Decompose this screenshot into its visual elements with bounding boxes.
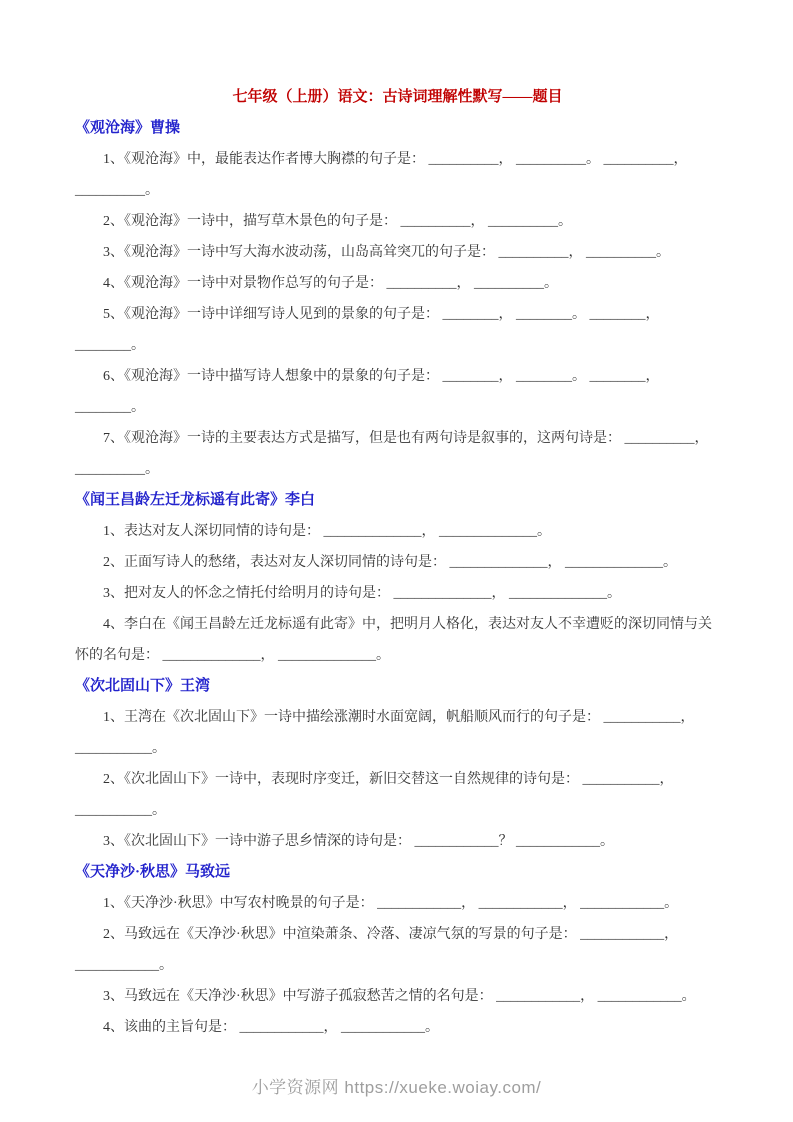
question: 4、《观沧海》一诗中对景物作总写的句子是： __________， __________。 — [103, 276, 558, 291]
question: 5、《观沧海》一诗中详细写诗人见到的景象的句子是： ________， ________。 ________， ________。 — [75, 307, 660, 353]
footer-watermark: 小学资源网 https://xueke.woiay.com/ — [251, 1078, 542, 1097]
question: 4、李白在《闻王昌龄左迁龙标遥有此寄》中，把明月人格化，表达对友人不幸遭贬的深切同情与关怀的名句是： ______________， ______________。 — [75, 617, 712, 663]
section-tianjingsha — [75, 857, 720, 1043]
question: 3、《次北固山下》一诗中游子思乡情深的诗句是： ____________？ ____________。 — [103, 834, 614, 849]
question: 2、马致远在《天净沙·秋思》中渲染萧条、冷落、凄凉气氛的写景的句子是： ____________， ____________。 — [75, 927, 679, 973]
section-wenwangchangling — [75, 485, 720, 671]
section-cibeigushanxia — [75, 671, 720, 857]
section-heading-wenwangchangling: 《闻王昌龄左迁龙标遥有此寄》李白 — [75, 492, 316, 508]
section-guancanghai — [75, 113, 720, 485]
question: 1、《天净沙·秋思》中写农村晚景的句子是： ____________， ____________， ____________。 — [103, 896, 679, 911]
question: 3、把对友人的怀念之情托付给明月的诗句是： ______________， ______________。 — [103, 586, 621, 601]
section-heading-cibeigushanxia: 《次北固山下》王湾 — [75, 678, 211, 694]
section-heading-tianjingsha: 《天净沙·秋思》马致远 — [75, 864, 231, 880]
section-heading-guancanghai: 《观沧海》曹操 — [75, 120, 181, 136]
question: 1、表达对友人深切同情的诗句是： ______________， ______________。 — [103, 524, 551, 539]
question: 7、《观沧海》一诗的主要表达方式是描写，但是也有两句诗是叙事的，这两句诗是： __________， __________。 — [75, 431, 709, 477]
question: 6、《观沧海》一诗中描写诗人想象中的景象的句子是： ________， ________。 ________， ________。 — [75, 369, 660, 415]
question: 2、正面写诗人的愁绪，表达对友人深切同情的诗句是： ______________， ______________。 — [103, 555, 677, 570]
question: 2、《次北固山下》一诗中，表现时序变迁，新旧交替这一自然规律的诗句是： ___________， ___________。 — [75, 772, 674, 818]
question: 4、该曲的主旨句是： ____________， ____________。 — [103, 1020, 439, 1035]
question: 2、《观沧海》一诗中，描写草木景色的句子是： __________， __________。 — [103, 214, 572, 229]
page-title: 七年级（上册）语文：古诗词理解性默写——题目 — [232, 89, 563, 105]
question: 1、王湾在《次北固山下》一诗中描绘涨潮时水面宽阔，帆船顺风而行的句子是： ___________， ___________。 — [75, 710, 695, 756]
question: 3、《观沧海》一诗中写大海水波动荡，山岛高耸突兀的句子是： __________， __________。 — [103, 245, 670, 260]
question: 3、马致远在《天净沙·秋思》中写游子孤寂愁苦之情的名句是： ____________， ____________。 — [103, 989, 696, 1004]
question: 1、《观沧海》中，最能表达作者博大胸襟的句子是： __________， __________。 __________， __________。 — [75, 152, 688, 198]
